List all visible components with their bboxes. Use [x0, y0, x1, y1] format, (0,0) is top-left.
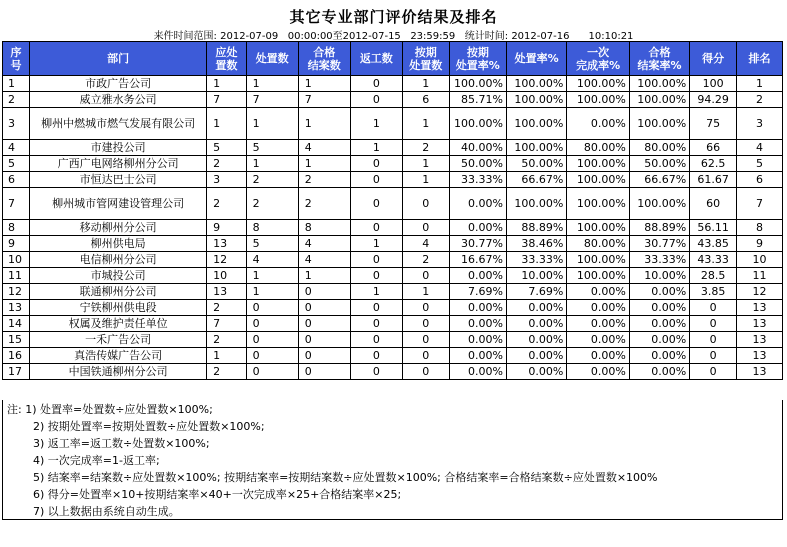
- cell-rework: 0: [350, 348, 402, 364]
- cell-ontime-rate: 0.00%: [449, 220, 506, 236]
- cell-score: 0: [690, 300, 737, 316]
- note-line: 7) 以上数据由系统自动生成。: [33, 505, 180, 518]
- table-row: [3, 76, 783, 92]
- cell-department: 市建投公司: [30, 140, 207, 156]
- cell-rework: 0: [350, 268, 402, 284]
- table-row: [3, 348, 783, 364]
- cell-no: 1: [3, 76, 30, 92]
- cell-rank: 9: [737, 236, 783, 252]
- header-text: 结案率%: [637, 58, 682, 72]
- cell-ontime-rate: 33.33%: [449, 172, 506, 188]
- cell-ontime-handled: 0: [402, 332, 449, 348]
- cell-qualified-closed: 4: [298, 236, 350, 252]
- cell-ontime-rate: 0.00%: [449, 268, 506, 284]
- cell-handled: 0: [246, 316, 298, 332]
- cell-should-handle: 2: [207, 300, 247, 316]
- cell-handled: 4: [246, 252, 298, 268]
- report-title: 其它专业部门评价结果及排名: [289, 8, 498, 26]
- cell-department: 权属及维护责任单位: [30, 316, 207, 332]
- cell-ontime-rate: 30.77%: [449, 236, 506, 252]
- cell-handle-rate: 33.33%: [506, 252, 566, 268]
- cell-ontime-handled: 0: [402, 300, 449, 316]
- cell-ontime-handled: 1: [402, 284, 449, 300]
- cell-qualified-rate: 30.77%: [629, 236, 689, 252]
- cell-qualified-rate: 88.89%: [629, 220, 689, 236]
- cell-qualified-closed: 2: [298, 188, 350, 220]
- cell-handle-rate: 10.00%: [506, 268, 566, 284]
- cell-qualified-closed: 0: [298, 332, 350, 348]
- cell-rework: 0: [350, 252, 402, 268]
- cell-handled: 2: [246, 172, 298, 188]
- cell-no: 10: [3, 252, 30, 268]
- cell-department: 宁铁柳州供电段: [30, 300, 207, 316]
- cell-rank: 13: [737, 364, 783, 380]
- cell-qualified-closed: 0: [298, 316, 350, 332]
- cell-qualified-rate: 100.00%: [629, 188, 689, 220]
- cell-score: 0: [690, 316, 737, 332]
- cell-handle-rate: 50.00%: [506, 156, 566, 172]
- table-row: [3, 92, 783, 108]
- cell-rework: 0: [350, 316, 402, 332]
- cell-qualified-rate: 50.00%: [629, 156, 689, 172]
- cell-qualified-rate: 10.00%: [629, 268, 689, 284]
- notes-box: [2, 400, 783, 520]
- cell-should-handle: 13: [207, 236, 247, 252]
- cell-no: 5: [3, 156, 30, 172]
- cell-ontime-rate: 0.00%: [449, 316, 506, 332]
- cell-ontime-handled: 0: [402, 268, 449, 284]
- cell-first-pass-rate: 0.00%: [567, 332, 629, 348]
- table-row: [3, 236, 783, 252]
- header-text: 按期: [414, 45, 437, 59]
- cell-qualified-rate: 66.67%: [629, 172, 689, 188]
- cell-should-handle: 13: [207, 284, 247, 300]
- note-line: 3) 返工率=返工数÷处置数×100%;: [33, 437, 210, 450]
- cell-should-handle: 1: [207, 348, 247, 364]
- table-row: [3, 332, 783, 348]
- cell-score: 60: [690, 188, 737, 220]
- report-time-range: 来件时间范围: 2012-07-09 00:00:00至2012-07-15 23:59:59 统计时间: 2012-07-16 10:10:21: [153, 31, 634, 42]
- cell-handled: 0: [246, 348, 298, 364]
- cell-no: 9: [3, 236, 30, 252]
- cell-rework: 0: [350, 156, 402, 172]
- cell-qualified-rate: 100.00%: [629, 92, 689, 108]
- cell-handle-rate: 100.00%: [506, 140, 566, 156]
- cell-ontime-handled: 0: [402, 364, 449, 380]
- header-text: 序: [10, 45, 22, 59]
- cell-rank: 13: [737, 316, 783, 332]
- evaluation-table: [2, 41, 783, 380]
- cell-rank: 11: [737, 268, 783, 284]
- cell-ontime-rate: 16.67%: [449, 252, 506, 268]
- cell-qualified-closed: 4: [298, 140, 350, 156]
- cell-department: 柳州城市管网建设管理公司: [30, 188, 207, 220]
- cell-department: 电信柳州分公司: [30, 252, 207, 268]
- cell-rework: 0: [350, 220, 402, 236]
- cell-first-pass-rate: 80.00%: [567, 140, 629, 156]
- header-text: 处置数: [255, 52, 289, 65]
- cell-score: 0: [690, 364, 737, 380]
- cell-no: 12: [3, 284, 30, 300]
- table-row: [3, 364, 783, 380]
- cell-ontime-rate: 85.71%: [449, 92, 506, 108]
- header-text: 部门: [107, 52, 130, 65]
- cell-no: 14: [3, 316, 30, 332]
- cell-qualified-rate: 80.00%: [629, 140, 689, 156]
- note-line: 2) 按期处置率=按期处置数÷应处置数×100%;: [33, 420, 265, 433]
- cell-rank: 1: [737, 76, 783, 92]
- table-row: [3, 252, 783, 268]
- cell-should-handle: 2: [207, 188, 247, 220]
- cell-no: 15: [3, 332, 30, 348]
- cell-score: 0: [690, 348, 737, 364]
- header-rank: [737, 42, 783, 76]
- table-row: [3, 220, 783, 236]
- cell-rank: 13: [737, 348, 783, 364]
- cell-ontime-handled: 1: [402, 172, 449, 188]
- cell-handled: 1: [246, 268, 298, 284]
- cell-department: 联通柳州分公司: [30, 284, 207, 300]
- cell-rank: 5: [737, 156, 783, 172]
- cell-qualified-rate: 0.00%: [629, 300, 689, 316]
- cell-should-handle: 5: [207, 140, 247, 156]
- cell-no: 3: [3, 108, 30, 140]
- cell-first-pass-rate: 0.00%: [567, 284, 629, 300]
- header-text: 返工数: [359, 52, 393, 65]
- table-row: [3, 156, 783, 172]
- cell-ontime-handled: 1: [402, 108, 449, 140]
- cell-ontime-rate: 0.00%: [449, 332, 506, 348]
- cell-qualified-closed: 7: [298, 92, 350, 108]
- cell-should-handle: 1: [207, 108, 247, 140]
- cell-handled: 8: [246, 220, 298, 236]
- cell-department: 威立雅水务公司: [30, 92, 207, 108]
- cell-should-handle: 7: [207, 316, 247, 332]
- header-text: 排名: [748, 52, 771, 65]
- note-line: 6) 得分=处置率×10+按期结案率×40+一次完成率×25+合格结案率×25;: [33, 488, 402, 501]
- cell-no: 4: [3, 140, 30, 156]
- cell-rank: 8: [737, 220, 783, 236]
- cell-rework: 1: [350, 236, 402, 252]
- note-line: 注: 1) 处置率=处置数÷应处置数×100%;: [7, 403, 213, 416]
- cell-department: 市城投公司: [30, 268, 207, 284]
- cell-handle-rate: 0.00%: [506, 300, 566, 316]
- cell-handle-rate: 0.00%: [506, 364, 566, 380]
- header-text: 得分: [702, 52, 725, 65]
- cell-should-handle: 2: [207, 156, 247, 172]
- cell-score: 0: [690, 332, 737, 348]
- cell-department: 柳州中燃城市燃气发展有限公司: [30, 108, 207, 140]
- cell-first-pass-rate: 100.00%: [567, 92, 629, 108]
- header-text: 完成率%: [576, 58, 621, 72]
- cell-handle-rate: 100.00%: [506, 188, 566, 220]
- cell-first-pass-rate: 100.00%: [567, 220, 629, 236]
- cell-rework: 0: [350, 300, 402, 316]
- cell-qualified-rate: 0.00%: [629, 316, 689, 332]
- cell-no: 17: [3, 364, 30, 380]
- cell-qualified-closed: 0: [298, 300, 350, 316]
- cell-first-pass-rate: 0.00%: [567, 348, 629, 364]
- table-row: [3, 188, 783, 220]
- cell-rank: 3: [737, 108, 783, 140]
- cell-department: 中国铁通柳州分公司: [30, 364, 207, 380]
- cell-first-pass-rate: 100.00%: [567, 156, 629, 172]
- cell-handled: 5: [246, 140, 298, 156]
- cell-ontime-handled: 2: [402, 252, 449, 268]
- cell-rank: 4: [737, 140, 783, 156]
- cell-no: 7: [3, 188, 30, 220]
- table-row: [3, 284, 783, 300]
- cell-department: 市政广告公司: [30, 76, 207, 92]
- cell-qualified-rate: 0.00%: [629, 284, 689, 300]
- cell-qualified-closed: 1: [298, 76, 350, 92]
- cell-ontime-handled: 0: [402, 188, 449, 220]
- cell-score: 75: [690, 108, 737, 140]
- cell-rework: 0: [350, 332, 402, 348]
- cell-score: 62.5: [690, 156, 737, 172]
- cell-score: 61.67: [690, 172, 737, 188]
- cell-handled: 7: [246, 92, 298, 108]
- cell-no: 8: [3, 220, 30, 236]
- table-row: [3, 172, 783, 188]
- cell-score: 56.11: [690, 220, 737, 236]
- cell-handled: 1: [246, 156, 298, 172]
- cell-ontime-handled: 0: [402, 316, 449, 332]
- cell-ontime-rate: 50.00%: [449, 156, 506, 172]
- cell-qualified-closed: 8: [298, 220, 350, 236]
- cell-rework: 1: [350, 140, 402, 156]
- cell-ontime-handled: 1: [402, 76, 449, 92]
- header-handled: [246, 42, 298, 76]
- cell-no: 11: [3, 268, 30, 284]
- header-first-pass-rate: [567, 42, 629, 76]
- cell-qualified-closed: 0: [298, 364, 350, 380]
- cell-ontime-handled: 2: [402, 140, 449, 156]
- table-row: [3, 108, 783, 140]
- header-text: 按期: [466, 45, 489, 59]
- header-text: 合格: [648, 45, 671, 59]
- cell-rework: 1: [350, 108, 402, 140]
- cell-should-handle: 9: [207, 220, 247, 236]
- cell-handled: 5: [246, 236, 298, 252]
- header-text: 号: [10, 58, 22, 72]
- cell-ontime-rate: 0.00%: [449, 348, 506, 364]
- cell-first-pass-rate: 100.00%: [567, 252, 629, 268]
- cell-should-handle: 2: [207, 332, 247, 348]
- note-line: 4) 一次完成率=1-返工率;: [33, 454, 160, 467]
- header-text: 合格: [313, 45, 336, 59]
- cell-handle-rate: 100.00%: [506, 108, 566, 140]
- header-text: 处置率%: [514, 52, 559, 65]
- header-text: 结案数: [307, 58, 341, 72]
- cell-ontime-rate: 0.00%: [449, 364, 506, 380]
- cell-rank: 12: [737, 284, 783, 300]
- cell-handle-rate: 7.69%: [506, 284, 566, 300]
- header-should-handle: [207, 42, 247, 76]
- cell-rank: 2: [737, 92, 783, 108]
- cell-score: 43.33: [690, 252, 737, 268]
- cell-first-pass-rate: 100.00%: [567, 188, 629, 220]
- cell-score: 43.85: [690, 236, 737, 252]
- cell-qualified-closed: 1: [298, 268, 350, 284]
- header-ontime-rate: [449, 42, 506, 76]
- cell-first-pass-rate: 0.00%: [567, 316, 629, 332]
- cell-handle-rate: 100.00%: [506, 76, 566, 92]
- cell-rework: 0: [350, 92, 402, 108]
- table-header-row: [3, 42, 783, 76]
- cell-first-pass-rate: 0.00%: [567, 364, 629, 380]
- cell-handled: 1: [246, 284, 298, 300]
- cell-handled: 0: [246, 364, 298, 380]
- cell-first-pass-rate: 80.00%: [567, 236, 629, 252]
- header-text: 处置率%: [455, 58, 500, 72]
- cell-ontime-rate: 100.00%: [449, 76, 506, 92]
- cell-first-pass-rate: 0.00%: [567, 300, 629, 316]
- cell-ontime-handled: 6: [402, 92, 449, 108]
- table-row: [3, 268, 783, 284]
- cell-handled: 1: [246, 108, 298, 140]
- cell-score: 100: [690, 76, 737, 92]
- cell-ontime-rate: 40.00%: [449, 140, 506, 156]
- cell-first-pass-rate: 0.00%: [567, 108, 629, 140]
- cell-score: 66: [690, 140, 737, 156]
- cell-rank: 7: [737, 188, 783, 220]
- cell-handle-rate: 38.46%: [506, 236, 566, 252]
- cell-department: 广西广电网络柳州分公司: [30, 156, 207, 172]
- cell-should-handle: 12: [207, 252, 247, 268]
- cell-qualified-closed: 2: [298, 172, 350, 188]
- header-text: 处置数: [409, 58, 443, 72]
- header-score: [690, 42, 737, 76]
- cell-department: 市恒达巴士公司: [30, 172, 207, 188]
- cell-qualified-rate: 33.33%: [629, 252, 689, 268]
- header-qualified-closed: [298, 42, 350, 76]
- cell-ontime-handled: 0: [402, 220, 449, 236]
- cell-qualified-rate: 100.00%: [629, 108, 689, 140]
- cell-should-handle: 7: [207, 92, 247, 108]
- cell-no: 13: [3, 300, 30, 316]
- cell-first-pass-rate: 100.00%: [567, 268, 629, 284]
- cell-should-handle: 10: [207, 268, 247, 284]
- cell-ontime-rate: 7.69%: [449, 284, 506, 300]
- cell-qualified-rate: 100.00%: [629, 76, 689, 92]
- cell-handle-rate: 100.00%: [506, 92, 566, 108]
- cell-handle-rate: 66.67%: [506, 172, 566, 188]
- cell-ontime-handled: 0: [402, 348, 449, 364]
- cell-ontime-rate: 0.00%: [449, 300, 506, 316]
- cell-department: 一禾广告公司: [30, 332, 207, 348]
- cell-no: 16: [3, 348, 30, 364]
- cell-handled: 0: [246, 332, 298, 348]
- cell-rework: 1: [350, 284, 402, 300]
- note-line: 5) 结案率=结案数÷应处置数×100%; 按期结案率=按期结案数÷应处置数×100%; 合格结案率=合格结案数÷应处置数×100%: [33, 471, 658, 484]
- cell-score: 28.5: [690, 268, 737, 284]
- cell-rework: 0: [350, 364, 402, 380]
- cell-qualified-closed: 0: [298, 348, 350, 364]
- table-row: [3, 300, 783, 316]
- cell-first-pass-rate: 100.00%: [567, 172, 629, 188]
- cell-should-handle: 2: [207, 364, 247, 380]
- header-text: 置数: [215, 58, 238, 72]
- cell-rank: 13: [737, 332, 783, 348]
- cell-should-handle: 3: [207, 172, 247, 188]
- cell-handle-rate: 88.89%: [506, 220, 566, 236]
- cell-handled: 2: [246, 188, 298, 220]
- cell-handled: 0: [246, 300, 298, 316]
- cell-rank: 13: [737, 300, 783, 316]
- cell-qualified-rate: 0.00%: [629, 332, 689, 348]
- cell-handle-rate: 0.00%: [506, 348, 566, 364]
- cell-handle-rate: 0.00%: [506, 316, 566, 332]
- cell-ontime-handled: 1: [402, 156, 449, 172]
- cell-qualified-closed: 4: [298, 252, 350, 268]
- header-rework: [350, 42, 402, 76]
- cell-no: 2: [3, 92, 30, 108]
- cell-should-handle: 1: [207, 76, 247, 92]
- cell-qualified-rate: 0.00%: [629, 364, 689, 380]
- cell-handled: 1: [246, 76, 298, 92]
- cell-qualified-closed: 0: [298, 284, 350, 300]
- cell-department: 真浩传媒广告公司: [30, 348, 207, 364]
- cell-ontime-rate: 100.00%: [449, 108, 506, 140]
- cell-rank: 10: [737, 252, 783, 268]
- header-ontime-handled: [402, 42, 449, 76]
- cell-department: 移动柳州分公司: [30, 220, 207, 236]
- header-no: [3, 42, 30, 76]
- cell-qualified-closed: 1: [298, 156, 350, 172]
- cell-qualified-closed: 1: [298, 108, 350, 140]
- cell-score: 94.29: [690, 92, 737, 108]
- cell-no: 6: [3, 172, 30, 188]
- cell-ontime-rate: 0.00%: [449, 188, 506, 220]
- cell-first-pass-rate: 100.00%: [567, 76, 629, 92]
- header-text: 应处: [215, 45, 238, 59]
- cell-rework: 0: [350, 172, 402, 188]
- cell-ontime-handled: 4: [402, 236, 449, 252]
- header-text: 一次: [587, 45, 610, 59]
- cell-qualified-rate: 0.00%: [629, 348, 689, 364]
- cell-department: 柳州供电局: [30, 236, 207, 252]
- header-qualified-rate: [629, 42, 689, 76]
- header-department: [30, 42, 207, 76]
- cell-score: 3.85: [690, 284, 737, 300]
- header-handle-rate: [506, 42, 566, 76]
- cell-rework: 0: [350, 188, 402, 220]
- table-row: [3, 316, 783, 332]
- cell-rework: 0: [350, 76, 402, 92]
- cell-handle-rate: 0.00%: [506, 332, 566, 348]
- cell-rank: 6: [737, 172, 783, 188]
- table-row: [3, 140, 783, 156]
